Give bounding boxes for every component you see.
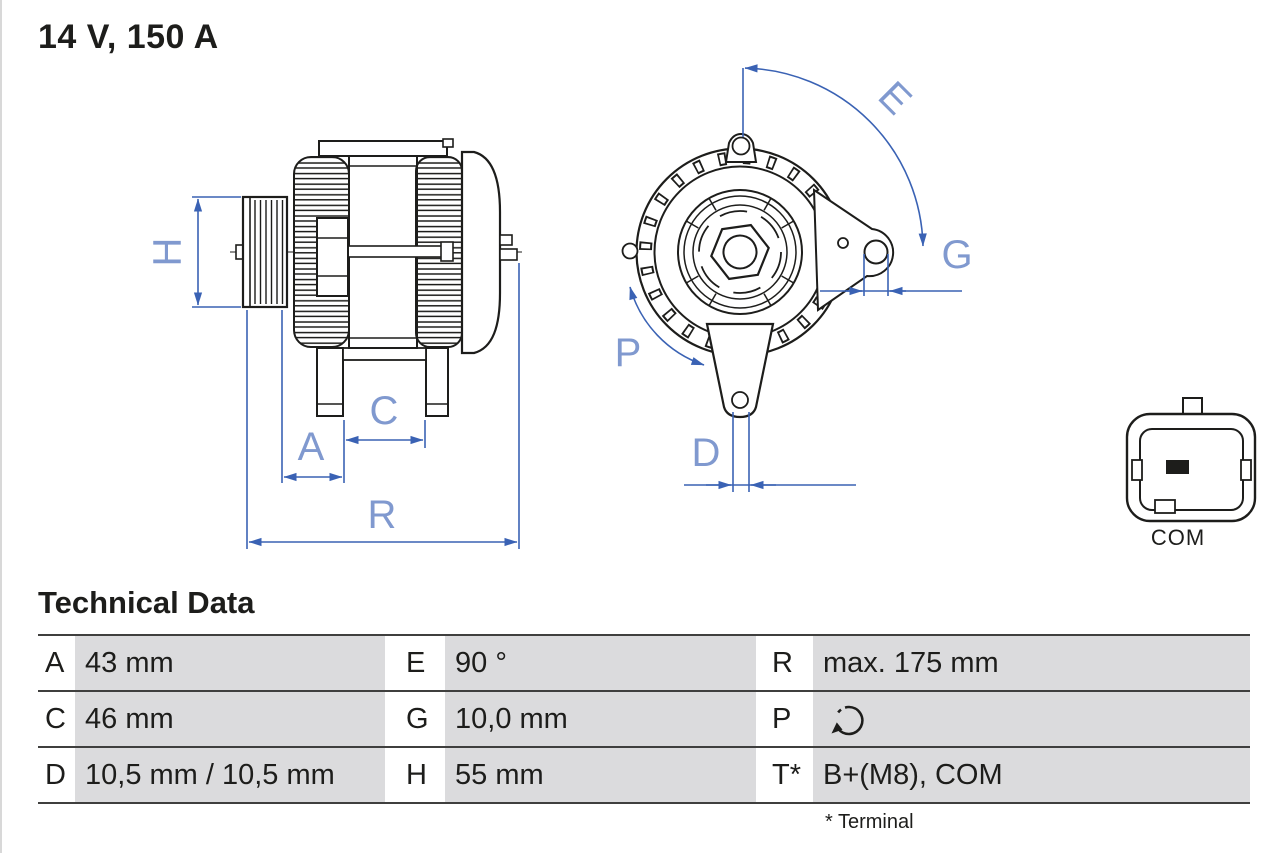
side-view-drawing (146, 139, 522, 549)
table-key: D (38, 748, 75, 802)
shaft-nut (706, 216, 774, 289)
left-lug-hole (623, 244, 638, 259)
dimension-label-c: C (369, 389, 399, 433)
alternator-body-side (294, 139, 517, 416)
table-value: B+(M8), COM (813, 748, 1250, 802)
table-value: 55 mm (445, 748, 756, 802)
table-value-rotation (813, 692, 1250, 746)
dimension-H (146, 197, 241, 307)
table-value: 10,0 mm (445, 692, 756, 746)
right-mounting-ear (814, 190, 893, 310)
dimension-label-a: A (297, 425, 325, 469)
connector-diagram (1127, 398, 1255, 550)
table-row (38, 636, 1250, 692)
table-value: 46 mm (75, 692, 385, 746)
table-key: R (756, 636, 813, 690)
table-key: A (38, 636, 75, 690)
pulley (243, 197, 287, 307)
table-key: H (385, 748, 445, 802)
table-row (38, 748, 1250, 804)
dimension-label-g: G (941, 233, 973, 277)
table-value: 43 mm (75, 636, 385, 690)
table-value: max. 175 mm (813, 636, 1250, 690)
dimension-C (346, 389, 425, 448)
technical-data-heading: Technical Data (38, 585, 255, 620)
technical-data-section (38, 585, 1250, 834)
technical-data-table (38, 634, 1250, 804)
dimension-label-h: H (145, 237, 190, 267)
front-view-drawing (615, 68, 973, 492)
dimension-label-p: P (614, 331, 642, 375)
table-key: T* (756, 748, 813, 802)
terminal-footnote: * Terminal (825, 811, 914, 833)
table-row (38, 692, 1250, 748)
page-title: 14 V, 150 A (38, 18, 219, 56)
dimension-label-r: R (367, 493, 397, 537)
dimension-D (684, 412, 856, 492)
table-value: 90 ° (445, 636, 756, 690)
table-key: P (756, 692, 813, 746)
dimension-label-d: D (691, 431, 721, 475)
connector-pin (1166, 460, 1189, 474)
top-mounting-lug (726, 134, 756, 162)
table-key: C (38, 692, 75, 746)
table-key: G (385, 692, 445, 746)
table-key: E (385, 636, 445, 690)
connector-label: COM (1150, 525, 1206, 550)
dimension-label-e: E (869, 73, 920, 124)
bottom-mounting-lug (707, 324, 773, 417)
rotation-direction-icon (827, 698, 871, 740)
rotor-face (678, 190, 802, 314)
table-value: 10,5 mm / 10,5 mm (75, 748, 385, 802)
